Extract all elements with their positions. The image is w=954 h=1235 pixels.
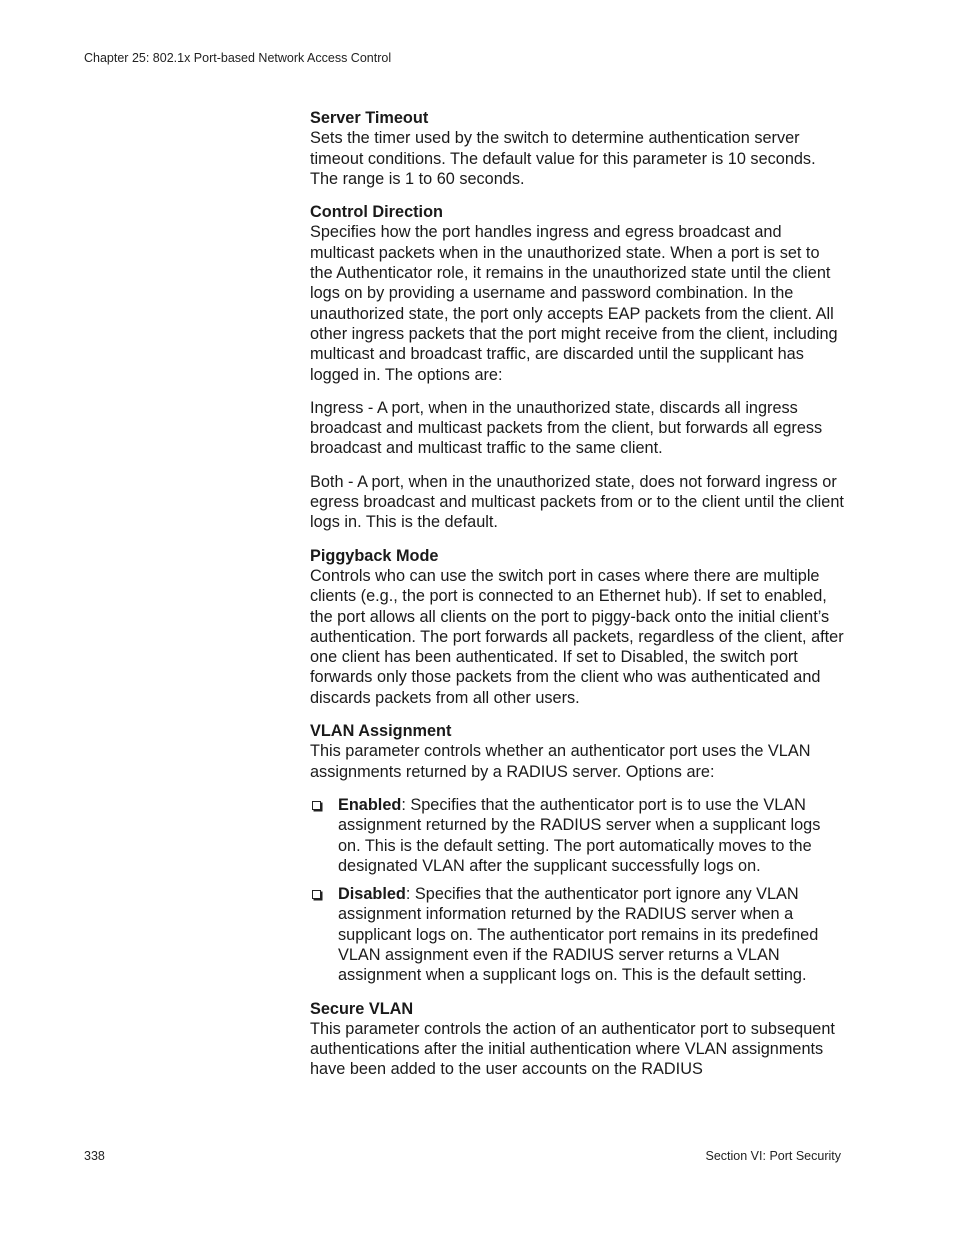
section-secure-vlan (310, 999, 845, 1080)
bullet-enabled (310, 795, 845, 876)
option-term: Disabled (338, 885, 406, 904)
section-heading: Control Direction (310, 203, 443, 222)
section-body: Specifies how the port handles ingress and egress broadcast and multicast packets when in the unauthorized state. When a port is set to the Authenticator role, it remains in the unauthorized state until the client logs on by providing a username and password combination. In the unauthorized state, the port only accepts EAP packets from the client. All other ingress packets that the port might receive from the client, including multicast and broadcast traffic, are discarded until the supplicant has logged in. The options are: (310, 223, 838, 384)
running-header: Chapter 25: 802.1x Port-based Network Access Control (84, 51, 392, 65)
section-heading: Secure VLAN (310, 999, 414, 1018)
option-text: : Specifies that the authenticator port ignore any VLAN assignment information returned by the RADIUS server when a supplicant logs on. The authenticator port remains in its predefined VLAN assignment even if the RADIUS server returns a VLAN assignment when a supplicant logs on. This is the default setting. (338, 885, 819, 985)
section-piggyback-mode (310, 546, 845, 708)
option-text: : Specifies that the authenticator port is to use the VLAN assignment returned by the RADIUS server when a supplicant logs on. This is the default setting. The port automatically moves to the designated VLAN after the supplicant successfully logs on. (338, 795, 821, 875)
square-bullet-icon (312, 890, 321, 899)
section-vlan-assignment (310, 721, 845, 986)
section-control-direction (310, 202, 845, 532)
page-number: 338 (84, 1149, 105, 1163)
bullet-disabled (310, 884, 845, 985)
section-body: This parameter controls the action of an authenticator port to subsequent authentications after the initial authentication where VLAN assignments have been added to the user accounts on the RADIUS (310, 1019, 835, 1079)
section-body: Controls who can use the switch port in cases where there are multiple clients (e.g., the port is connected to an Ethernet hub). If set to enabled, the port allows all clients on the port to piggy-back onto the initial client’s authentication. The port forwards all packets, regardless of the client, after one client has been authenticated. If set to Disabled, the switch port forwards only those packets from the client who was authenticated and discards packets from all other users. (310, 566, 844, 707)
section-heading: Piggyback Mode (310, 546, 439, 565)
footer-section: Section VI: Port Security (705, 1149, 841, 1163)
section-body: Sets the timer used by the switch to determine authentication server timeout conditions. The default value for this parameter is 10 seconds. The range is 1 to 60 seconds. (310, 129, 816, 188)
square-bullet-icon (312, 801, 321, 810)
section-server-timeout (310, 108, 845, 189)
option-ingress: Ingress - A port, when in the unauthorized state, discards all ingress broadcast and multicast packets from the client, but forwards all egress broadcast and multicast traffic to the same client. (310, 398, 823, 458)
option-term: Enabled (338, 795, 402, 814)
section-heading: Server Timeout (310, 109, 429, 127)
page-content (310, 108, 845, 1093)
section-body: This parameter controls whether an authenticator port uses the VLAN assignments returned by a RADIUS server. Options are: (310, 742, 811, 781)
option-both: Both - A port, when in the unauthorized state, does not forward ingress or egress broadcast and multicast packets from or to the client until the client logs in. This is the default. (310, 472, 844, 532)
section-heading: VLAN Assignment (310, 722, 452, 741)
